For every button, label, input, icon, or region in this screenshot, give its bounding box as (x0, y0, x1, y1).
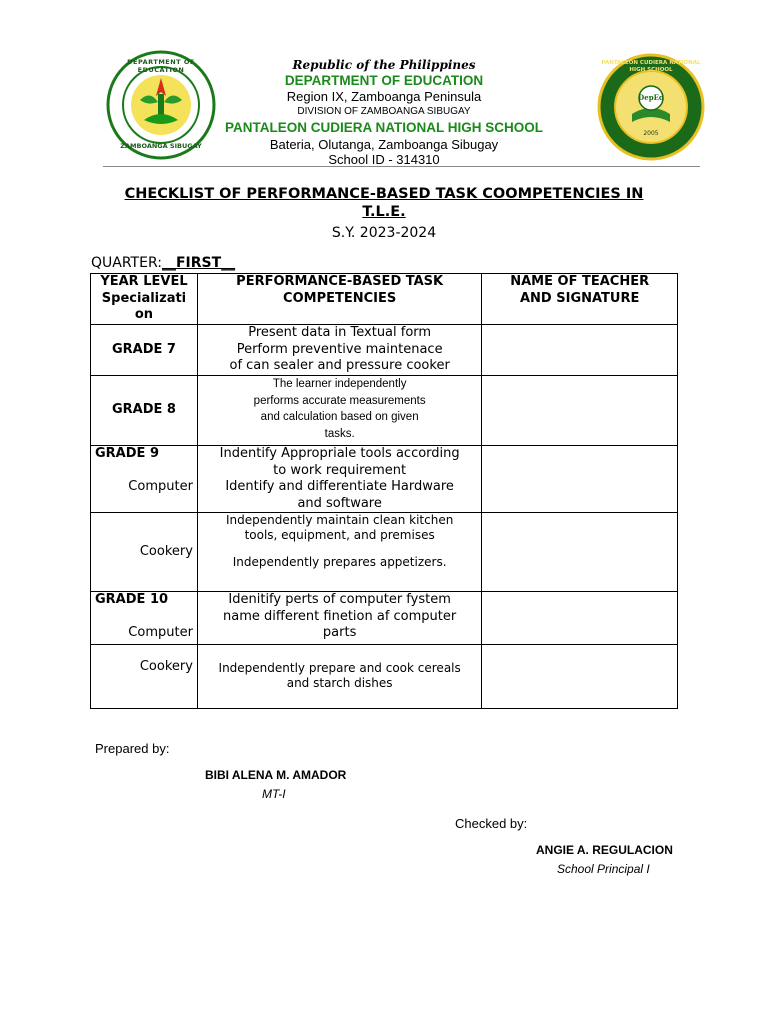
prepared-by-title: MT-I (262, 787, 286, 801)
grade-9-computer-cell (91, 446, 198, 513)
right-logo-text: PANTALEON CUDIERA NATIONAL HIGH SCHOOL (601, 60, 701, 73)
header-text: NAME OF TEACHER (510, 274, 650, 289)
table-row (91, 592, 678, 645)
checked-by-name: ANGIE A. REGULACION (536, 843, 673, 857)
grade-7-competencies (197, 325, 481, 376)
letterhead (200, 58, 568, 167)
quarter-label: QUARTER: (91, 255, 162, 271)
title-line-1: CHECKLIST OF PERFORMANCE-BASED TASK COOMPETENCIES IN (124, 186, 644, 202)
signature-cell[interactable] (482, 376, 678, 446)
quarter-line (91, 255, 235, 271)
competency-line: Independently prepare and cook cereals (218, 661, 461, 675)
header-divider (103, 166, 700, 167)
division-line: DIVISION OF ZAMBOANGA SIBUGAY (297, 106, 471, 117)
competency-line: name different finetion af computer (223, 608, 457, 624)
competency-line: Idenitify perts of computer fystem (228, 592, 451, 607)
specialization-label: Computer (128, 624, 193, 640)
competency-line: parts (322, 625, 357, 640)
competency-line: to work requirement (273, 462, 407, 478)
signature-cell[interactable] (482, 446, 678, 513)
header-text: COMPETENCIES (283, 290, 397, 306)
table-row (91, 446, 678, 513)
competency-line: and calculation based on given (260, 411, 419, 423)
header-teacher-signature (482, 274, 678, 325)
competency-line: Perform preventive maintenace (236, 341, 443, 357)
grade-10-cookery-competencies (197, 645, 481, 709)
competency-line: and starch dishes (286, 676, 393, 690)
checked-by-label: Checked by: (455, 816, 528, 831)
left-logo-text-top: DEPARTMENT OF EDUCATION (127, 58, 195, 74)
grade-8-cell: GRADE 8 (91, 376, 198, 446)
signature-cell[interactable] (482, 513, 678, 592)
grade-7-cell: GRADE 7 (91, 325, 198, 376)
competency-line: Identify and differentiate Hardware (225, 479, 454, 494)
republic-line: Republic of the Philippines (292, 58, 476, 72)
right-logo-year: 2005 (643, 130, 659, 137)
checked-by-title: School Principal I (557, 862, 650, 876)
header-competencies (197, 274, 481, 325)
table-header-row (91, 274, 678, 325)
competency-line: tools, equipment, and premises (244, 528, 435, 542)
document-title (90, 185, 678, 221)
grade-10-computer-competencies (197, 592, 481, 645)
prepared-by-name: BIBI ALENA M. AMADOR (205, 768, 347, 782)
school-id: School ID - 314310 (328, 152, 440, 167)
competency-line: Present data in Textual form (248, 325, 432, 340)
competency-line: Independently maintain clean kitchen (225, 513, 454, 527)
signature-cell[interactable] (482, 645, 678, 709)
grade-9-cookery-cell: Cookery (91, 513, 198, 592)
grade-10-computer-cell (91, 592, 198, 645)
table-row (91, 645, 678, 709)
table-row (91, 376, 678, 446)
table-row (91, 513, 678, 592)
school-name: PANTALEON CUDIERA NATIONAL HIGH SCHOOL (225, 120, 543, 135)
specialization-label: Computer (128, 478, 193, 494)
grade-9-computer-competencies (197, 446, 481, 513)
competency-line: and software (297, 495, 382, 511)
grade-9-cookery-competencies (197, 513, 481, 592)
grade-10-cookery-cell: Cookery (91, 645, 198, 709)
header-text: AND SIGNATURE (519, 290, 640, 306)
school-year: S.Y. 2023-2024 (331, 225, 437, 241)
left-logo-text-bottom: ZAMBOANGA SIBUGAY (120, 142, 202, 150)
quarter-value: __FIRST__ (161, 255, 236, 271)
header-text: on (134, 307, 154, 322)
competency-table (90, 273, 678, 709)
title-line-2: T.L.E. (362, 204, 406, 220)
department-line: DEPARTMENT OF EDUCATION (284, 73, 484, 88)
competency-line: The learner independently (272, 378, 407, 390)
school-address: Bateria, Olutanga, Zamboanga Sibugay (269, 137, 499, 152)
grade-10-label: GRADE 10 (95, 592, 169, 607)
signature-cell[interactable] (482, 325, 678, 376)
competency-line: Indentify Appropriale tools according (219, 446, 460, 461)
table-row (91, 325, 678, 376)
right-logo-center: DepEd (638, 93, 664, 102)
prepared-by-label: Prepared by: (95, 741, 170, 756)
competency-line: of can sealer and pressure cooker (229, 358, 450, 373)
signature-cell[interactable] (482, 592, 678, 645)
grade-9-label: GRADE 9 (95, 446, 159, 461)
competency-line: Independently prepares appetizers. (232, 555, 447, 569)
competency-line: tasks. (324, 427, 355, 440)
region-line: Region IX, Zamboanga Peninsula (286, 89, 482, 104)
header-text: Specializati (101, 290, 187, 306)
header-text: PERFORMANCE-BASED TASK (236, 274, 444, 289)
competency-line: performs accurate measurements (253, 394, 426, 407)
grade-8-competencies (197, 376, 481, 446)
header-year-level (91, 274, 198, 325)
header-text: YEAR LEVEL (100, 274, 188, 289)
